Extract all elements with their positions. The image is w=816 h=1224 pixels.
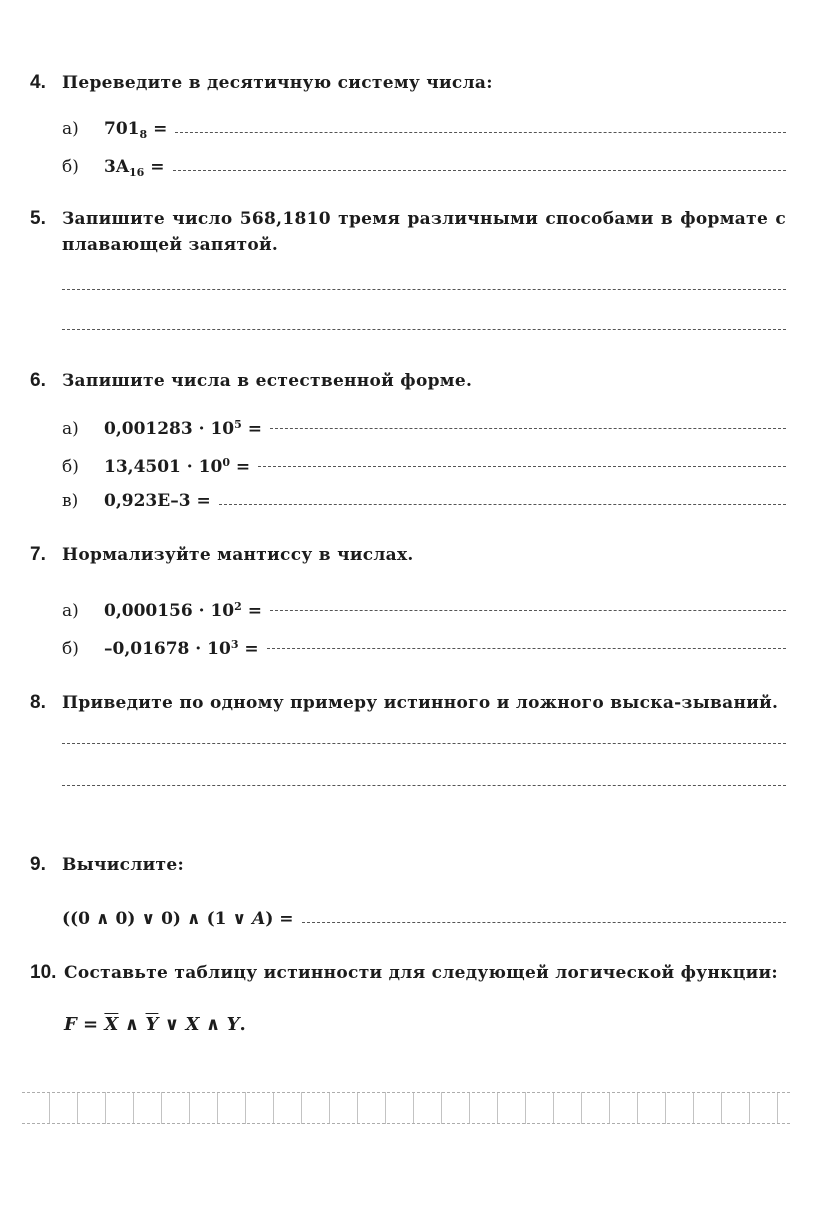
task-8 [30, 690, 786, 786]
task-question: Запишите числа в естественной форме. [62, 371, 473, 391]
answer-line[interactable] [175, 131, 786, 133]
task-item: б) $-0,01678 \cdot 10^3$ = [62, 626, 786, 664]
answer-line[interactable] [258, 465, 786, 467]
task-item: б) $13,4501 \cdot 10^0$ = [62, 444, 786, 482]
task-question: Переведите в десятичную систему числа: [62, 73, 493, 93]
answer-line[interactable] [270, 427, 786, 429]
task-item: в) 0,923E–3 = [62, 482, 786, 520]
answer-line[interactable] [219, 503, 786, 505]
answer-line[interactable] [62, 742, 786, 744]
task-question: Нормализуйте мантиссу в числах. [62, 545, 414, 565]
answer-line[interactable] [302, 921, 786, 923]
logic-expression: ((0 ∧ 0) ∨ 0) ∧ (1 ∨ A) = [62, 909, 294, 929]
task-item: а) $701_8$ = [62, 110, 786, 148]
answer-line[interactable] [267, 647, 786, 649]
task-item: б) $3A_{16}$ = [62, 148, 786, 186]
answer-line[interactable] [62, 288, 786, 290]
task-5 [30, 206, 786, 330]
task-question: Вычислите: [62, 855, 185, 875]
task-number: 8. [30, 692, 46, 713]
task-7 [30, 542, 786, 664]
answer-grid[interactable] [22, 1092, 790, 1124]
task-question: Запишите число 568,1810 тремя различными способами в формате с плавающей запятой. [62, 209, 786, 255]
task-question: Приведите по одному примеру истинного и ложного выска-зываний. [62, 693, 779, 713]
task-number: 9. [30, 854, 46, 875]
task-10 [30, 960, 786, 1044]
answer-line[interactable] [62, 328, 786, 330]
answer-line[interactable] [270, 609, 786, 611]
task-6 [30, 368, 786, 520]
task-number: 5. [30, 208, 46, 229]
answer-line[interactable] [62, 784, 786, 786]
logic-function: $F = \overline{X}$ ∧ $\overline{Y}$ ∨ X ∧ Y. [64, 1014, 246, 1035]
task-number: 6. [30, 370, 46, 391]
task-item [62, 900, 786, 938]
task-item: а) $0,000156 \cdot 10^2$ = [62, 588, 786, 626]
task-number: 10. [30, 962, 57, 983]
answer-line[interactable] [173, 169, 786, 171]
task-number: 7. [30, 544, 46, 565]
task-item: а) $0,001283 \cdot 10^5$ = [62, 406, 786, 444]
task-question: Составьте таблицу истинности для следующей логической функции: [64, 963, 778, 983]
task-9 [30, 852, 786, 938]
task-number: 4. [30, 72, 46, 93]
task-4 [30, 70, 786, 186]
